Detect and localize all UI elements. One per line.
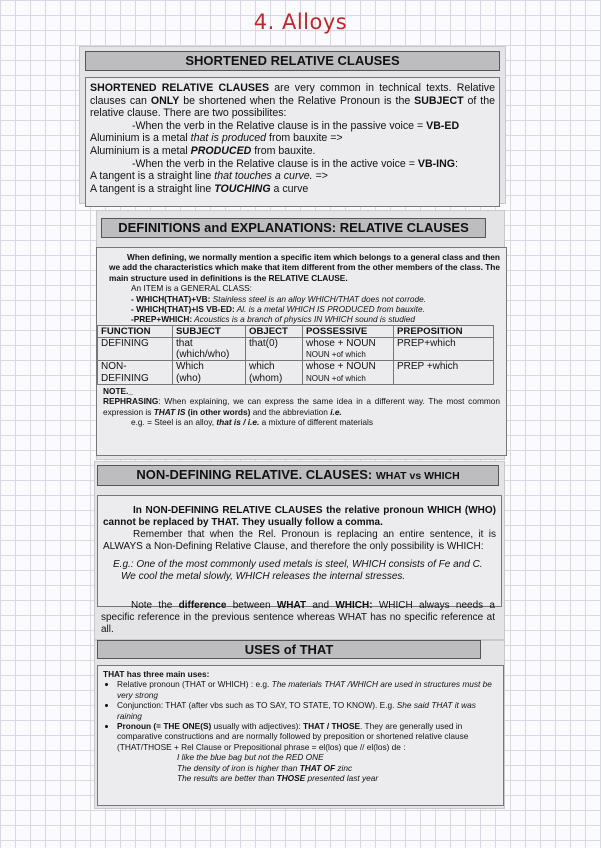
- table-cell: PREP+which: [394, 338, 494, 361]
- nondefining-box: [97, 495, 502, 607]
- table-cell: which (whom): [246, 361, 303, 384]
- rule-which-vb: - WHICH(THAT)+VB: Stainless steel is an alloy WHICH/THAT does not corrode.: [131, 293, 426, 304]
- relative-pronoun-table: [97, 325, 494, 385]
- list-item: • Relative pronoun (THAT or WHICH) : e.g. The materials THAT /WHICH are used in structures must be very strong: [117, 679, 499, 700]
- rule-prep-which: -PREP+WHICH: Acoustics is a branch of physics IN WHICH sound is studied: [131, 314, 415, 325]
- table-row: [98, 338, 494, 361]
- shortened-heading: SHORTENED RELATIVE CLAUSES: [85, 51, 500, 71]
- that-example-3: The results are better than THOSE presented last year: [177, 773, 379, 784]
- that-example-2: The density of iron is higher than THAT OF zinc: [177, 762, 353, 773]
- table-row: [98, 361, 494, 384]
- rephrasing: REPHRASING: When explaining, we can express the same idea in a different way. The most common expression is THAT IS (in other words) and the abbreviation i.e.: [103, 396, 500, 417]
- table-header-cell: POSSESSIVE: [303, 325, 394, 337]
- shortened-intro: SHORTENED RELATIVE CLAUSES are very common in technical texts. Relative clauses can ONLY be shortened when the Relative Pronoun is the SUBJECT of the relative clause. There are two possibilites:: [90, 82, 495, 120]
- table-header-cell: FUNCTION: [98, 325, 173, 337]
- table-cell: that (which/who): [173, 338, 246, 361]
- table-header-cell: SUBJECT: [173, 325, 246, 337]
- example-3: A tangent is a straight line that touches a curve. =>: [90, 170, 328, 183]
- table-cell: whose + NOUN NOUN +of which: [303, 361, 394, 384]
- definitions-heading: DEFINITIONS and EXPLANATIONS: RELATIVE CLAUSES: [101, 218, 486, 238]
- definitions-box: [96, 247, 507, 456]
- that-uses-list: [103, 679, 499, 752]
- definitions-intro: When defining, we normally mention a specific item which belongs to a general class and then we add the characteristics which make that item different from the other members of the class. The main structure used in definitions is the RELATIVE CLAUSE.: [109, 252, 500, 283]
- item-class: An ITEM is a GENERAL CLASS:: [131, 283, 252, 294]
- table-cell: DEFINING: [98, 338, 173, 361]
- nondefining-example-1: E.g.: One of the most commonly used metals is steel, WHICH consists of Fe and C.: [113, 559, 483, 570]
- table-cell: PREP +which: [394, 361, 494, 384]
- nondefining-example-2: We cool the metal slowly, WHICH releases the internal stresses.: [121, 571, 406, 582]
- table-header-cell: OBJECT: [246, 325, 303, 337]
- table-cell: NON- DEFINING: [98, 361, 173, 384]
- what-which-note: Note the difference between WHAT and WHICH: WHICH always needs a specific reference in the previous sentence whereas WHAT has no specific reference at all.: [101, 600, 495, 635]
- list-item: • Pronoun (= THE ONE(S) usually with adjectives): THAT / THOSE. They are generally used in comparative constructions and are normally followed by preposition or shortened relative clause (THAT/THOSE + Rel Clause or Prepositional phrase = el(los) que // el(los) de :: [117, 721, 499, 752]
- table-cell: whose + NOUN NOUN +of which: [303, 338, 394, 361]
- example-4: A tangent is a straight line TOUCHING a curve: [90, 182, 309, 195]
- that-intro: THAT has three main uses:: [103, 669, 210, 679]
- table-header-row: [98, 325, 494, 337]
- example-2: Aluminium is a metal PRODUCED from bauxite.: [90, 144, 316, 157]
- rephrasing-example: e.g. = Steel is an alloy, that is / i.e. a mixture of different materials: [131, 417, 374, 428]
- passive-rule: -When the verb in the Relative clause is in the passive voice = VB-ED: [132, 119, 460, 132]
- that-heading: USES of THAT: [97, 640, 481, 659]
- that-example-1: I like the blue bag but not the RED ONE: [177, 752, 324, 763]
- nondefining-intro: In NON-DEFINING RELATIVE CLAUSES the relative pronoun WHICH (WHO) cannot be replaced by THAT. They usually follow a comma.: [103, 505, 496, 528]
- nondefining-remember: Remember that when the Rel. Pronoun is replacing an entire sentence, it is ALWAYS a Non-Defining Relative Clause, and therefore the only possibility is WHICH:: [103, 529, 496, 552]
- list-item: • Conjunction: THAT (after vbs such as TO SAY, TO STATE, TO KNOW). E.g. She said THAT it was raining: [117, 700, 499, 721]
- rule-which-is-vbed: - WHICH(THAT)+IS VB-ED: Al. is a metal WHICH IS PRODUCED from bauxite.: [131, 304, 425, 315]
- table-cell: Which (who): [173, 361, 246, 384]
- page-title: 4. Alloys: [253, 10, 348, 34]
- note-label: NOTE._: [103, 385, 133, 396]
- that-box: [97, 665, 504, 806]
- table-header-cell: PREPOSITION: [394, 325, 494, 337]
- nondefining-heading: NON-DEFINING RELATIVE. CLAUSES: WHAT vs WHICH: [97, 465, 499, 486]
- table-cell: that(0): [246, 338, 303, 361]
- example-1: Aluminium is a metal that is produced from bauxite =>: [90, 132, 343, 145]
- shortened-box: [85, 77, 500, 207]
- active-rule: -When the verb in the Relative clause is in the active voice = VB-ING:: [132, 157, 458, 170]
